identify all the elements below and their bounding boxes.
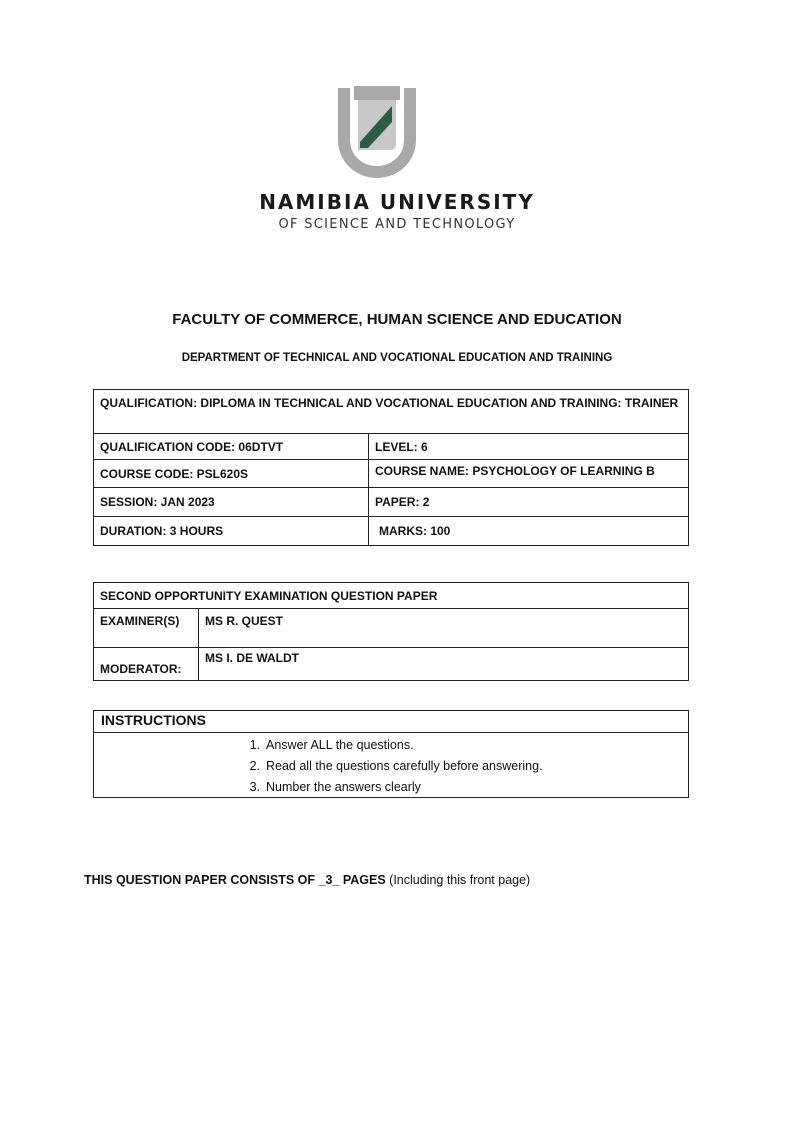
course-code-cell: COURSE CODE: PSL620S [94, 460, 369, 488]
instructions-box [93, 710, 689, 798]
instruction-number: 1. [249, 738, 260, 752]
qualification-table [93, 389, 689, 546]
faculty-heading: FACULTY OF COMMERCE, HUMAN SCIENCE AND EDUCATION [172, 311, 622, 328]
course-name-cell: COURSE NAME: PSYCHOLOGY OF LEARNING B [369, 460, 689, 488]
qualification-cell: QUALIFICATION: DIPLOMA IN TECHNICAL AND VOCATIONAL EDUCATION AND TRAINING: TRAINER [94, 390, 689, 434]
instruction-text: Number the answers clearly [266, 780, 421, 794]
instruction-text: Answer ALL the questions. [266, 738, 414, 752]
qualification-code-cell: QUALIFICATION CODE: 06DTVT [94, 434, 369, 460]
instructions-header [94, 711, 688, 733]
page-count-bold: THIS QUESTION PAPER CONSISTS OF _3_ PAGES [84, 873, 386, 887]
university-name: NAMIBIA UNIVERSITY [259, 190, 535, 214]
level-cell: LEVEL: 6 [369, 434, 689, 460]
page-count-note [84, 873, 530, 887]
marks-cell: MARKS: 100 [369, 517, 689, 546]
moderator-value: MS I. DE WALDT [199, 648, 689, 681]
examiner-label: EXAMINER(S) [94, 609, 199, 648]
moderator-label: MODERATOR: [94, 648, 199, 681]
instruction-number: 2. [249, 759, 260, 773]
instructions-title: INSTRUCTIONS [101, 712, 206, 728]
paper-cell: PAPER: 2 [369, 488, 689, 517]
instruction-item [234, 756, 674, 777]
page-count-normal: (Including this front page) [385, 873, 531, 887]
exam-title-cell: SECOND OPPORTUNITY EXAMINATION QUESTION PAPER [94, 583, 689, 609]
examiner-value: MS R. QUEST [199, 609, 689, 648]
instruction-number: 3. [249, 780, 260, 794]
instruction-item [234, 735, 674, 756]
department-heading: DEPARTMENT OF TECHNICAL AND VOCATIONAL EDUCATION AND TRAINING [181, 352, 613, 364]
university-logo-icon [334, 82, 420, 182]
instructions-list [234, 735, 674, 798]
duration-cell: DURATION: 3 HOURS [94, 517, 369, 546]
university-subtitle: OF SCIENCE AND TECHNOLOGY [278, 217, 516, 232]
instruction-text: Read all the questions carefully before answering. [266, 759, 543, 773]
examination-table [93, 582, 689, 681]
session-cell: SESSION: JAN 2023 [94, 488, 369, 517]
instruction-item [234, 777, 674, 798]
